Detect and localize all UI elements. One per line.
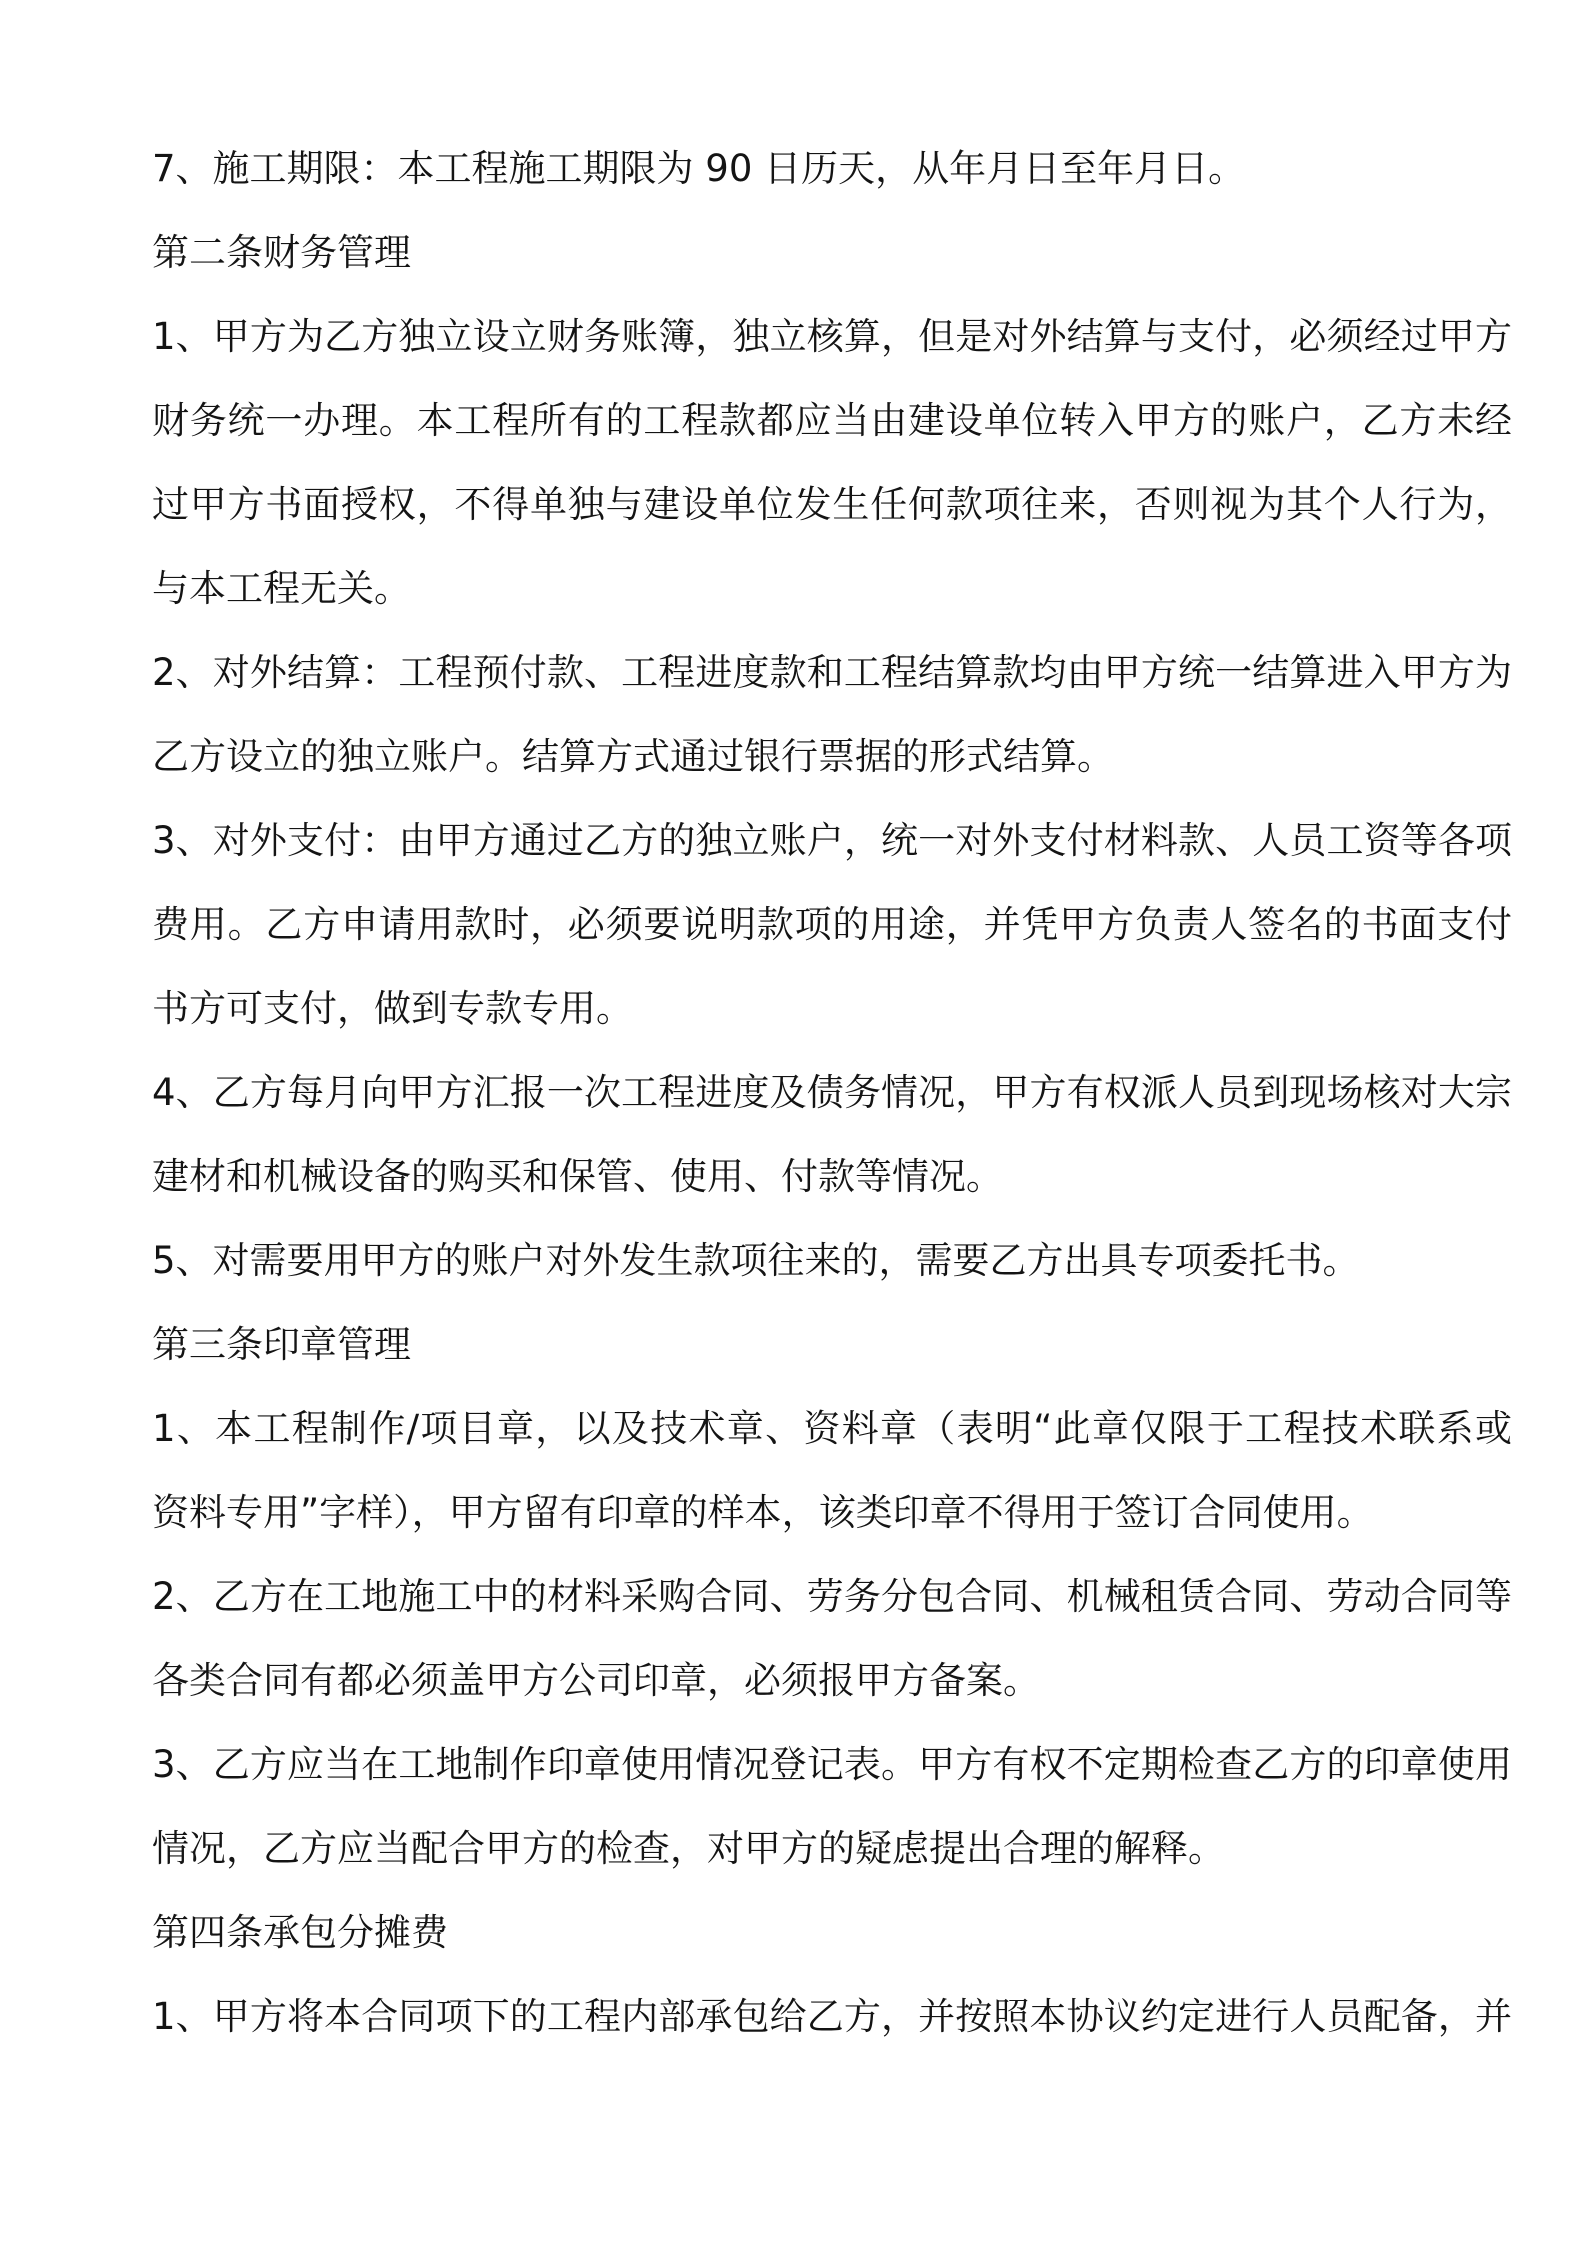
text-line: 资料专用”字样），甲方留有印章的样本，该类印章不得用于签订合同使用。 — [152, 1491, 1374, 1534]
text-line: 1、甲方为乙方独立设立财务账簿，独立核算，但是对外结算与支付，必须经过甲方 — [152, 316, 1512, 358]
text-line: 建材和机械设备的购买和保管、使用、付款等情况。 — [152, 1155, 1003, 1198]
text-line: 5、对需要用甲方的账户对外发生款项往来的，需要乙方出具专项委托书。 — [152, 1239, 1360, 1282]
section-heading: 第二条财务管理 — [152, 231, 411, 274]
text-line: 乙方设立的独立账户。结算方式通过银行票据的形式结算。 — [152, 735, 1114, 778]
text-line: 3、对外支付：由甲方通过乙方的独立账户，统一对外支付材料款、人员工资等各项 — [152, 820, 1512, 862]
text-line: 费用。乙方申请用款时，必须要说明款项的用途，并凭甲方负责人签名的书面支付 — [152, 904, 1512, 946]
text-line: 4、乙方每月向甲方汇报一次工程进度及债务情况，甲方有权派人员到现场核对大宗 — [152, 1072, 1512, 1114]
text-line: 3、乙方应当在工地制作印章使用情况登记表。甲方有权不定期检查乙方的印章使用 — [152, 1744, 1512, 1786]
text-line: 各类合同有都必须盖甲方公司印章，必须报甲方备案。 — [152, 1659, 1040, 1702]
text-line: 1、本工程制作/项目章，以及技术章、资料章（表明“此章仅限于工程技术联系或 — [152, 1408, 1512, 1450]
text-line: 书方可支付，做到专款专用。 — [152, 987, 633, 1030]
text-line: 过甲方书面授权，不得单独与建设单位发生任何款项往来，否则视为其个人行为， — [152, 484, 1512, 526]
text-line: 7、施工期限：本工程施工期限为 90 日历天，从年月日至年月日。 — [152, 147, 1246, 190]
text-line: 2、对外结算：工程预付款、工程进度款和工程结算款均由甲方统一结算进入甲方为 — [152, 652, 1512, 694]
text-line: 与本工程无关。 — [152, 567, 411, 610]
text-line: 财务统一办理。本工程所有的工程款都应当由建设单位转入甲方的账户，乙方未经 — [152, 400, 1512, 442]
document-page — [152, 148, 1512, 2080]
text-line: 2、乙方在工地施工中的材料采购合同、劳务分包合同、机械租赁合同、劳动合同等 — [152, 1576, 1512, 1618]
text-line: 1、甲方将本合同项下的工程内部承包给乙方，并按照本协议约定进行人员配备，并 — [152, 1996, 1512, 2038]
text-line: 情况，乙方应当配合甲方的检查，对甲方的疑虑提出合理的解释。 — [152, 1827, 1225, 1870]
section-heading: 第三条印章管理 — [152, 1323, 411, 1366]
section-heading: 第四条承包分摊费 — [152, 1911, 448, 1954]
